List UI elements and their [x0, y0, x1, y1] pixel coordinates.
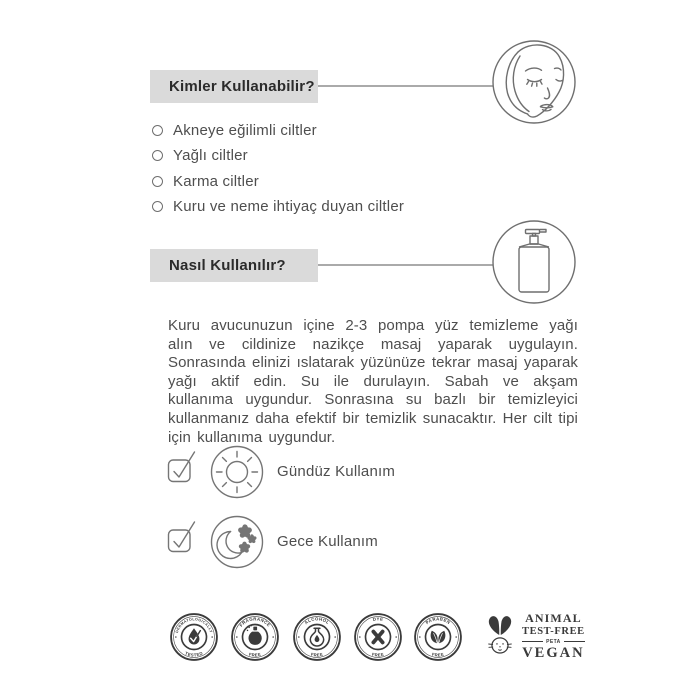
- list-item: [150, 147, 404, 165]
- peta-vegan-mark: [483, 611, 585, 661]
- svg-text:FREE: FREE: [310, 651, 324, 658]
- connector-line-who: [318, 85, 493, 87]
- list-item: [150, 198, 404, 216]
- section-title-how: [150, 249, 318, 282]
- peta-testfree-label: TEST-FREE: [522, 625, 585, 637]
- svg-text:DYE: DYE: [372, 616, 384, 622]
- svg-text:ALCOHOL: ALCOHOL: [303, 616, 331, 626]
- svg-text:FREE: FREE: [371, 651, 385, 658]
- section-title-who: [150, 70, 318, 103]
- svg-text:TESTED: TESTED: [184, 650, 204, 658]
- sun-icon: [209, 444, 265, 500]
- badge-dermatologically-tested: [169, 612, 219, 662]
- circle-bullet-icon: [152, 125, 163, 136]
- svg-text:FREE: FREE: [248, 651, 262, 658]
- section-title-who-label: Kimler Kullanabilir?: [169, 78, 315, 95]
- circle-bullet-icon: [152, 150, 163, 161]
- svg-text:DERMATOLOGICALLY: DERMATOLOGICALLY: [174, 617, 214, 634]
- cross-icon: [373, 632, 382, 643]
- checkbox-day-checked: [165, 447, 199, 485]
- checkbox-night-checked: [165, 517, 199, 555]
- pump-bottle-icon: [489, 217, 579, 307]
- perfume-icon: [247, 625, 262, 645]
- peta-bunny-icon: [483, 611, 517, 661]
- list-item: [150, 172, 404, 190]
- drop-check-icon: [189, 628, 201, 644]
- skin-type-label: Kuru ve neme ihtiyaç duyan ciltler: [173, 198, 405, 215]
- connector-line-how: [318, 264, 493, 266]
- badge-dye-free: [353, 612, 403, 662]
- badge-fragrance-free: [230, 612, 280, 662]
- moon-icon: [209, 514, 265, 570]
- usage-label-day: Gündüz Kullanım: [277, 463, 396, 480]
- leaves-icon: [431, 631, 446, 644]
- skin-type-label: Yağlı ciltler: [173, 147, 248, 164]
- peta-animal-label: ANIMAL: [525, 610, 582, 625]
- skin-type-label: Karma ciltler: [173, 172, 259, 190]
- section-title-how-label: Nasıl Kullanılır?: [169, 257, 286, 274]
- list-item: [150, 121, 404, 139]
- skin-type-label: Akneye eğilimli ciltler: [173, 121, 317, 139]
- skin-type-list: [150, 121, 404, 223]
- peta-vegan-label: VEGAN: [522, 644, 585, 661]
- usage-paragraph: Kuru avucunuzun içine 2-3 pompa yüz temizleme yağı alın ve cildinize nazikçe masaj yaparak uygulayın. Sonrasında elinizi ıslatarak yüzünüze tekrar masaj yaparak yağı aktif edin. Su ile durulayın. Sabah ve akşam kullanıma uygundur. Sonrasına su bazlı bir temizleyici kullanmanız daha efektif bir temizlik sunacaktır. Her cilt tipi için kullanıma uygundur.: [168, 317, 578, 446]
- usage-label-night: Gece Kullanım: [277, 533, 378, 550]
- peta-divider: [522, 639, 585, 645]
- peta-brand-label: PETA: [546, 638, 561, 645]
- circle-bullet-icon: [152, 201, 163, 212]
- svg-text:FRAGRANCE: FRAGRANCE: [238, 616, 272, 628]
- flask-icon: [310, 628, 323, 646]
- svg-text:PARABEN: PARABEN: [424, 616, 452, 626]
- circle-bullet-icon: [152, 176, 163, 187]
- face-icon: [489, 37, 579, 127]
- badge-alcohol-free: [292, 612, 342, 662]
- badge-paraben-free: [413, 612, 463, 662]
- svg-text:FREE: FREE: [431, 651, 445, 658]
